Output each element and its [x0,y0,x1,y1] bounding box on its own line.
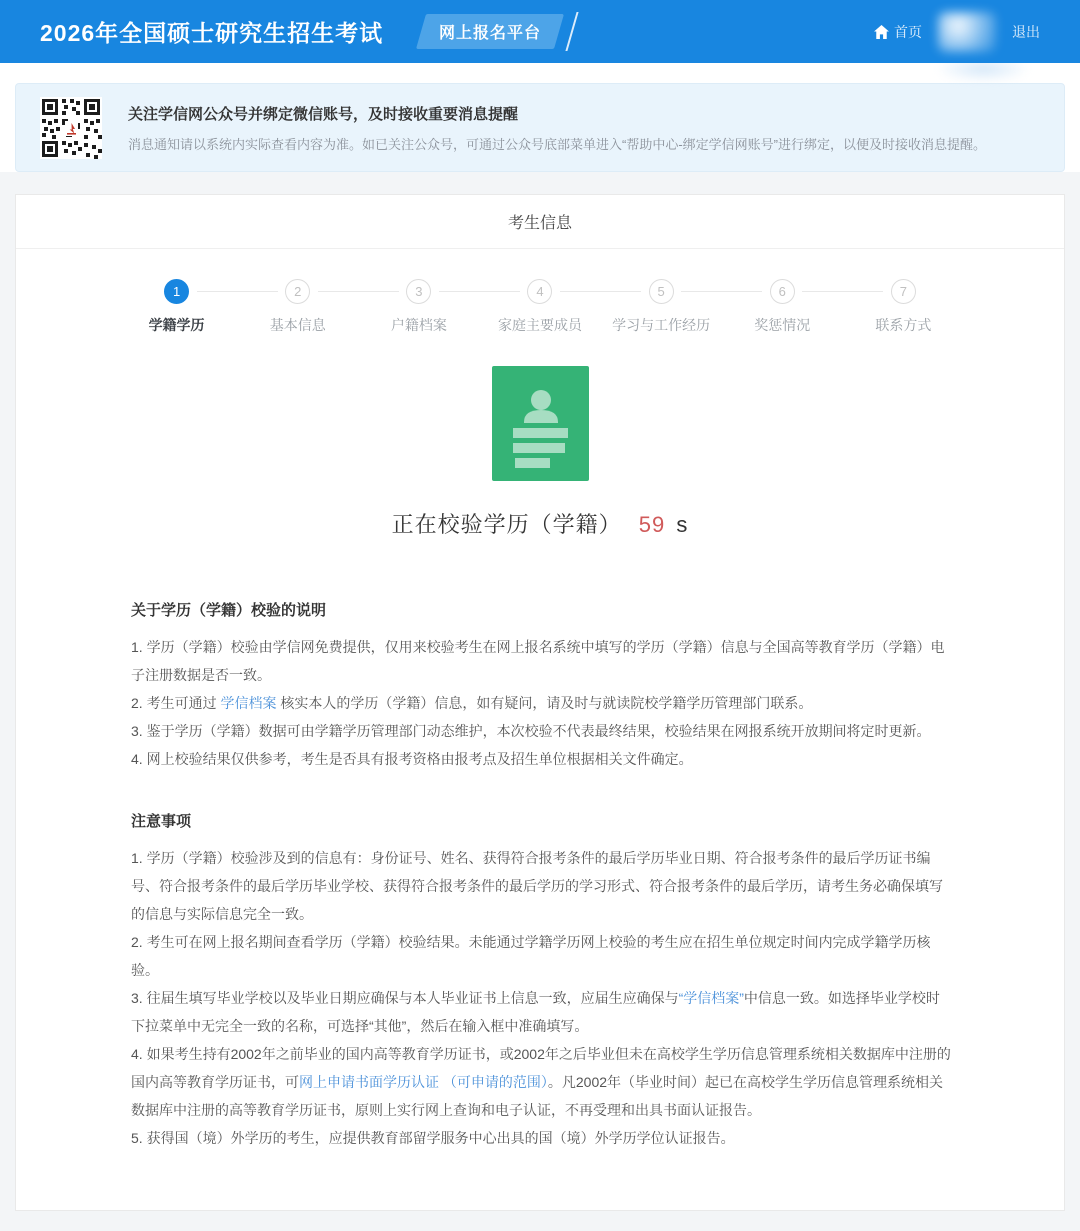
notice-strip [0,63,1080,172]
note-item [131,984,952,1040]
step-4-inactive [479,279,600,335]
notice-subtitle: 消息通知请以系统内实际查看内容为准。如已关注公众号，可通过公众号底部菜单进入“帮助中心-绑定学信网账号”进行绑定，以便及时接收消息提醒。 [128,136,986,152]
countdown-unit: s [676,512,689,537]
step-circle-3[interactable]: 3 [406,279,431,304]
step-2-inactive [237,279,358,335]
note-item [131,1040,952,1124]
note-text: 3. 往届生填写毕业学校以及毕业日期应确保与本人毕业证书上信息一致，应届生应确保与 [131,990,679,1006]
note-text: 5. 获得国（境）外学历的考生，应提供教育部留学服务中心出具的国（境）外学历学位认证报告。 [131,1130,735,1146]
checking-status-text: 正在校验学历（学籍） [391,512,622,537]
note-section-2 [131,810,952,1152]
note-section-1 [131,599,952,773]
notice-texts [128,103,1036,153]
chsi-archive-link[interactable]: 学信档案 [220,695,277,711]
step-label: 学习与工作经历 [612,317,711,333]
note-item [131,633,952,689]
step-label: 学籍学历 [148,317,205,333]
home-icon [874,25,889,39]
step-5-inactive [601,279,722,335]
note-text: 核实本人的学历（学籍）信息，如有疑问，请及时与就读院校学籍学历管理部门联系。 [276,695,813,711]
step-label: 家庭主要成员 [497,317,582,333]
note-heading: 关于学历（学籍）校验的说明 [131,602,327,619]
step-3-inactive [358,279,479,335]
step-label: 基本信息 [269,317,326,333]
platform-badge [416,14,564,49]
note-text: 2. 考生可通过 [131,695,221,711]
notes-area [16,539,1064,1210]
note-text: 。凡2002年（毕业时间）起已在高校学生学历信息管理系统相关数据库中注册的高等教育学历证书，原则上实行网上查询和电子认证，不再受理和出具书面认证报告。 [131,1074,944,1118]
step-label: 户籍档案 [390,317,447,333]
note-text: 1. 学历（学籍）校验由学信网免费提供，仅用来校验考生在网上报名系统中填写的学历（学籍）信息与全国高等教育学历（学籍）电子注册数据是否一致。 [131,639,945,683]
avatar[interactable] [938,12,996,52]
step-label: 联系方式 [875,317,932,333]
note-text: 4. 网上校验结果仅供参考，考生是否具有报考资格由报考点及招生单位根据相关文件确定。 [131,751,693,767]
check-icon-wrap [16,366,1064,481]
step-circle-7[interactable]: 7 [891,279,916,304]
note-item [131,1124,952,1152]
notice-title: 关注学信网公众号并绑定微信账号，及时接收重要消息提醒 [128,105,519,123]
note-item [131,844,952,928]
note-heading: 注意事项 [131,813,192,830]
note-item [131,717,952,745]
step-circle-1[interactable]: 1 [164,279,189,304]
step-wizard [116,279,964,335]
panel-title: 考生信息 [16,195,1064,249]
note-text: 中信息一致。如选择毕业学校时下拉菜单中无完全一致的名称，可选择“其他”，然后在输入框中准确填写。 [131,990,940,1034]
qr-code-icon [40,97,102,159]
id-card-icon [492,366,589,481]
paper-certification-link[interactable]: 网上申请书面学历认证 [299,1074,439,1090]
app-header [0,0,1080,63]
wechat-bind-notice [15,83,1065,172]
step-circle-4[interactable]: 4 [527,279,552,304]
note-text: 4. 如果考生持有2002年之前毕业的国内高等教育学历证书，或2002年之后毕业但未在高校学生学历信息管理系统相关数据库中注册的国内高等教育学历证书，可 [131,1046,951,1090]
countdown-seconds: 59 [638,512,666,537]
note-text: 1. 学历（学籍）校验涉及到的信息有：身份证号、姓名、获得符合报考条件的最后学历毕业日期、符合报考条件的最后学历证书编号、符合报考条件的最后学历毕业学校、获得符合报考条件的最后学历的学习形式、符合报考条件的最后学历，请考生务必确保填写的信息与实际信息完全一致。 [131,850,943,922]
app-title: 2026年全国硕士研究生招生考试 [40,20,384,46]
note-text: 3. 鉴于学历（学籍）数据可由学籍学历管理部门动态维护，本次校验不代表最终结果，校验结果在网报系统开放期间将定时更新。 [131,723,931,739]
certification-scope-link[interactable]: （可申请的范围） [442,1074,548,1090]
note-item [131,928,952,984]
step-label: 奖惩情况 [754,317,811,333]
home-link[interactable] [874,22,922,42]
step-circle-2[interactable]: 2 [285,279,310,304]
step-6-inactive [722,279,843,335]
home-link-label: 首页 [894,23,922,40]
note-text: 2. 考生可在网上报名期间查看学历（学籍）校验结果。未能通过学籍学历网上校验的考生应在招生单位规定时间内完成学籍学历核验。 [131,934,931,978]
chsi-archive-link[interactable]: “学信档案” [678,990,744,1006]
platform-badge-label: 网上报名平台 [439,25,542,42]
step-1-active [116,279,237,335]
note-item [131,745,952,773]
note-item [131,689,952,717]
step-circle-5[interactable]: 5 [649,279,674,304]
step-7-inactive [843,279,964,335]
step-circle-6[interactable]: 6 [770,279,795,304]
candidate-info-panel [15,194,1065,1211]
checking-status-line [16,508,1064,539]
header-nav [874,12,1040,52]
logout-link[interactable] [1012,22,1040,42]
logout-link-label: 退出 [1012,23,1040,40]
